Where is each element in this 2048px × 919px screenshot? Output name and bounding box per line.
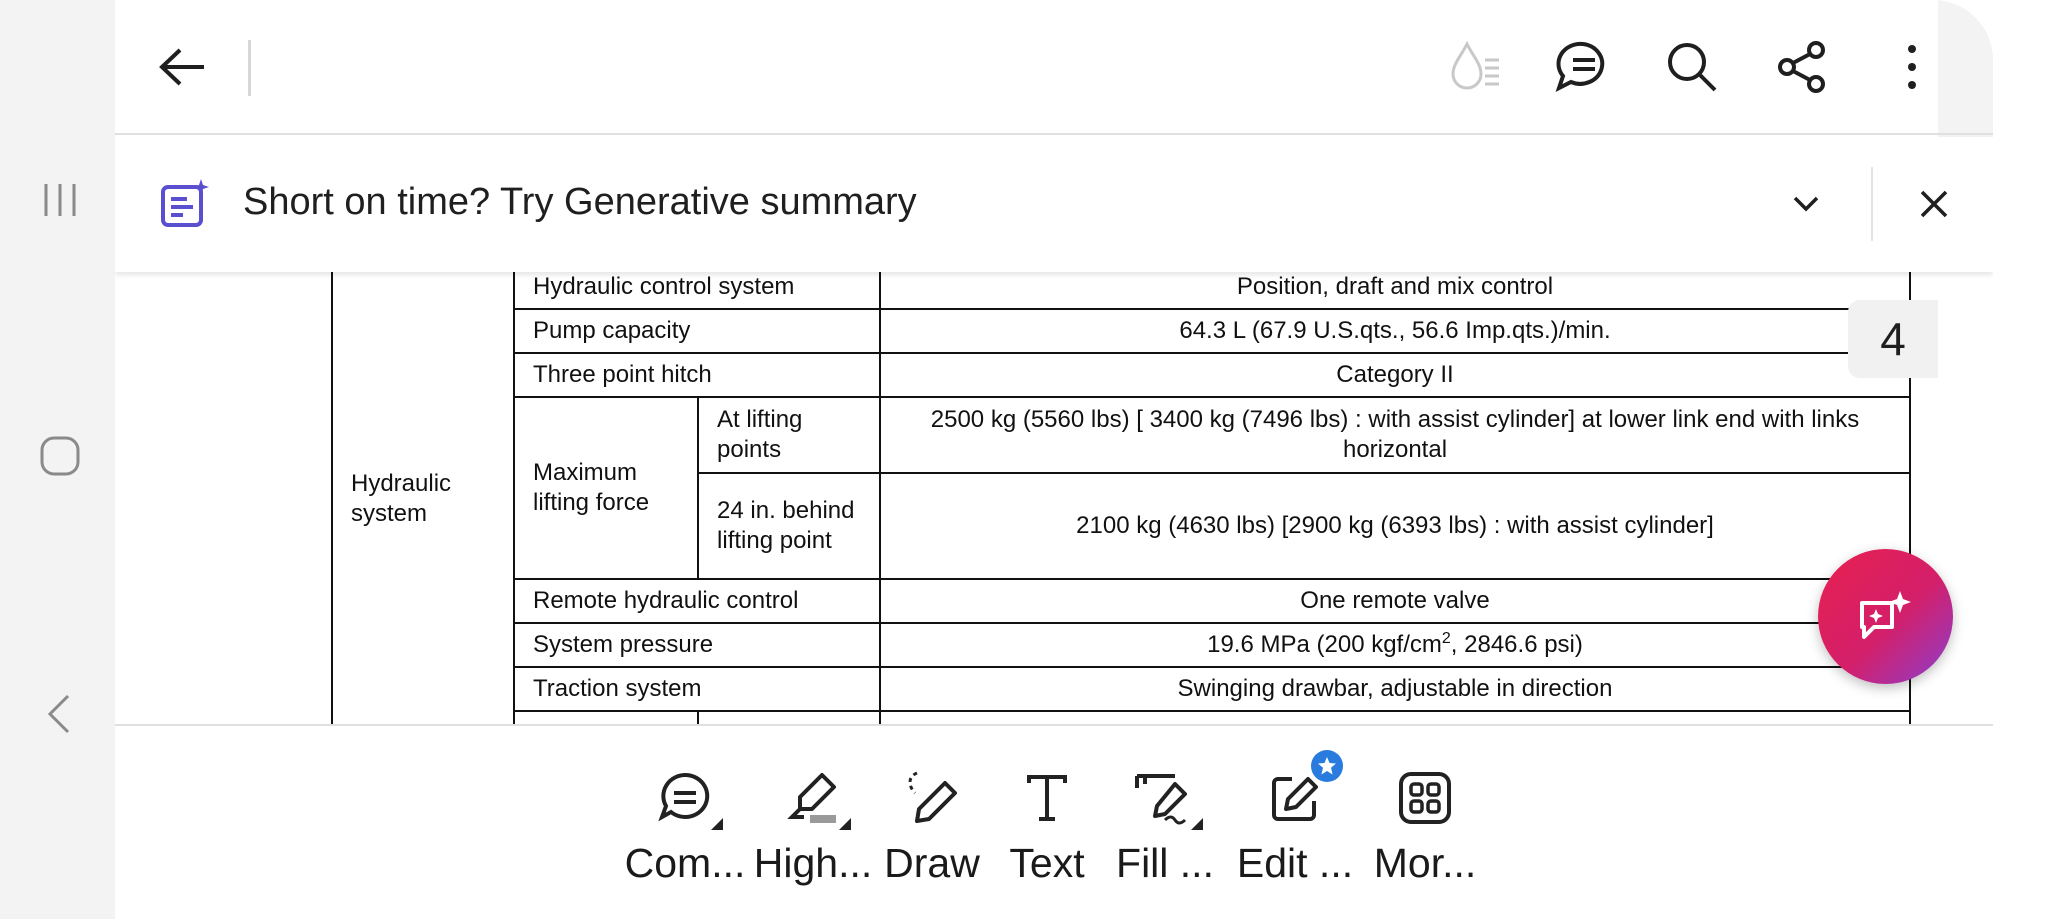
page-number-indicator[interactable]: 4	[1848, 300, 1938, 378]
item-cell: Three point hitch	[514, 353, 880, 397]
value-cell: Position, draft and mix control	[880, 272, 1910, 309]
empty-cell	[880, 711, 1910, 724]
star-badge-icon	[1311, 750, 1343, 782]
subitem-cell: 24 in. behind lifting point	[698, 473, 880, 579]
specification-table	[331, 272, 1911, 724]
comments-button[interactable]	[1551, 36, 1613, 98]
close-banner-button[interactable]	[1913, 183, 1955, 225]
text-icon	[1015, 766, 1079, 830]
fill-sign-icon	[1133, 766, 1197, 830]
back-button[interactable]	[153, 38, 211, 96]
item-cell: Traction system	[514, 667, 880, 711]
value-cell: 2500 kg (5560 lbs) [ 3400 kg (7496 lbs) : with assist cylinder] at lower link end with links horizontal	[880, 397, 1910, 473]
text-tool[interactable]	[997, 726, 1097, 919]
highlight-tool[interactable]	[743, 726, 883, 919]
table-row	[332, 353, 1910, 397]
banner-text: Short on time? Try Generative summary	[243, 181, 917, 223]
edit-pdf-tool[interactable]	[1230, 726, 1360, 919]
expand-banner-button[interactable]	[1785, 183, 1827, 225]
edit-pdf-icon	[1263, 766, 1327, 830]
top-app-bar	[115, 0, 1993, 135]
more-tools-icon	[1393, 766, 1457, 830]
tool-label: Text	[1009, 840, 1085, 886]
empty-cell	[698, 711, 880, 724]
close-icon	[1919, 189, 1949, 219]
ai-assistant-button[interactable]	[1818, 549, 1953, 684]
share-button[interactable]	[1771, 36, 1833, 98]
share-icon	[1774, 39, 1830, 95]
banner-divider	[1871, 167, 1873, 241]
more-vertical-icon	[1902, 43, 1922, 91]
highlighter-icon	[781, 766, 845, 830]
comment-icon	[653, 766, 717, 830]
table-row	[332, 667, 1910, 711]
table-row	[332, 623, 1910, 667]
draw-pencil-icon	[900, 766, 964, 830]
pdf-viewer-app	[115, 0, 1993, 919]
generative-summary-banner[interactable]	[115, 137, 1993, 272]
table-row	[332, 397, 1910, 473]
ai-assistant-icon	[1856, 589, 1916, 645]
comment-tool[interactable]	[615, 726, 755, 919]
search-button[interactable]	[1661, 36, 1723, 98]
tool-label: Com...	[624, 840, 746, 886]
empty-cell	[514, 711, 698, 724]
search-icon	[1665, 40, 1719, 94]
superscript: 2	[1441, 630, 1451, 647]
value-text: 19.6 MPa (200 kgf/cm	[1207, 631, 1442, 658]
chevron-left-icon	[42, 692, 78, 736]
table-row	[332, 711, 1910, 724]
item-cell: Remote hydraulic control	[514, 579, 880, 623]
fill-sign-tool[interactable]	[1100, 726, 1230, 919]
draw-tool[interactable]	[877, 726, 987, 919]
pdf-page-view[interactable]	[115, 272, 1993, 724]
system-cell: Hydraulic system	[332, 272, 514, 724]
value-cell: 64.3 L (67.9 U.S.qts., 56.6 Imp.qts.)/min.	[880, 309, 1910, 353]
value-cell	[880, 623, 1910, 667]
bottom-toolbar	[115, 724, 1993, 919]
toolbar-divider	[248, 40, 251, 96]
table-row	[332, 579, 1910, 623]
back-arrow-icon	[158, 47, 206, 87]
table-row	[332, 272, 1910, 309]
table-row	[332, 309, 1910, 353]
subitem-cell: At lifting points	[698, 397, 880, 473]
value-cell: One remote valve	[880, 579, 1910, 623]
liquid-mode-button[interactable]	[1443, 36, 1505, 98]
home-icon	[38, 434, 82, 478]
generative-summary-icon	[159, 177, 211, 229]
item-cell: Hydraulic control system	[514, 272, 880, 309]
more-tools-button[interactable]	[1360, 726, 1490, 919]
recent-apps-icon	[40, 180, 80, 220]
system-nav-bar	[0, 0, 115, 919]
value-cell: Category II	[880, 353, 1910, 397]
value-cell: 2100 kg (4630 lbs) [2900 kg (6393 lbs) : with assist cylinder]	[880, 473, 1910, 579]
value-cell: Swinging drawbar, adjustable in direction	[880, 667, 1910, 711]
tool-label: High...	[753, 840, 873, 886]
comments-icon	[1553, 38, 1611, 96]
item-cell: System pressure	[514, 623, 880, 667]
more-options-button[interactable]	[1881, 36, 1943, 98]
item-cell: Pump capacity	[514, 309, 880, 353]
home-button[interactable]	[30, 426, 90, 486]
tool-label: Edit ...	[1236, 840, 1354, 886]
chevron-down-icon	[1792, 195, 1820, 213]
item-cell: Maximum lifting force	[514, 397, 698, 579]
liquid-mode-icon	[1445, 38, 1503, 96]
tool-label: Mor...	[1373, 840, 1477, 886]
system-back-button[interactable]	[30, 684, 90, 744]
value-text: , 2846.6 psi)	[1450, 631, 1583, 658]
recent-apps-button[interactable]	[30, 170, 90, 230]
tool-label: Draw	[884, 840, 980, 886]
tool-label: Fill ...	[1116, 840, 1214, 886]
